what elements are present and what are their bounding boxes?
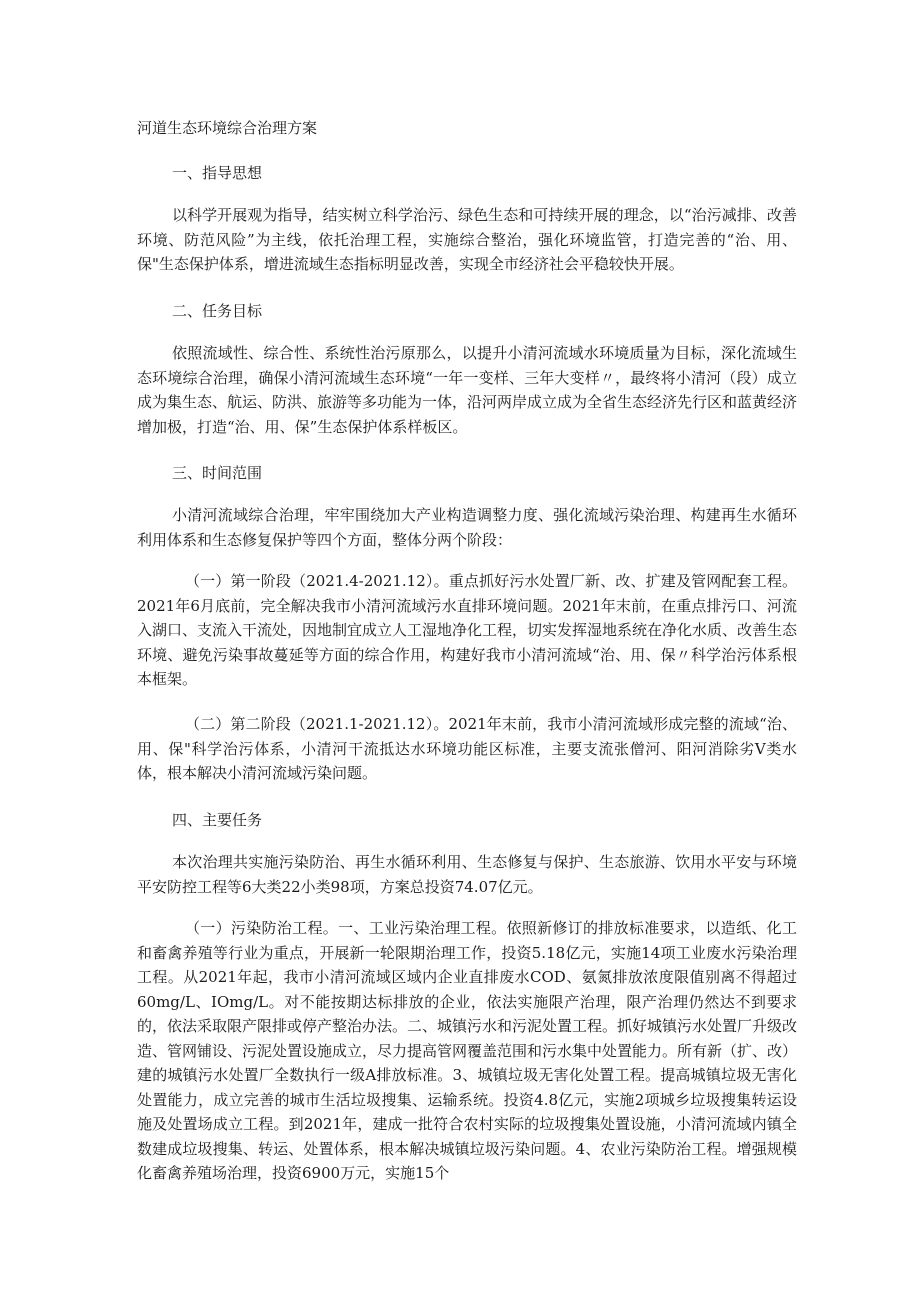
paragraph: 小清河流域综合治理，牢牢围绕加大产业构造调整力度、强化流域污染治理、构建再生水循环利用体系和生态修复保护等四个方面，整体分两个阶段： bbox=[137, 506, 797, 549]
document-title: 河道生态环境综合治理方案 bbox=[137, 119, 318, 137]
paragraph: 本次治理共实施污染防治、再生水循环利用、生态修复与保护、生态旅游、饮用水平安与环境平安防控工程等6大类22小类98项，方案总投资74.07亿元。 bbox=[137, 853, 797, 896]
paragraph-phase-two: （二）第二阶段（2021.1-2021.12）。2021年末前，我市小清河流域形成完整的流域“治、用、保"科学治污体系，小清河干流抵达水环境功能区标准，主要支流张僧河、阳河消除劣Ⅴ类水体，根本解决小清河流域污染问题。 bbox=[137, 715, 797, 782]
section-heading-main-tasks: 四、主要任务 bbox=[172, 811, 263, 829]
section-heading-task-goals: 二、任务目标 bbox=[172, 302, 263, 320]
paragraph: 依照流域性、综合性、系统性治污原那么，以提升小清河流域水环境质量为目标，深化流域生态环境综合治理，确保小清河流域生态环境“一年一变样、三年大变样〃，最终将小清河（段）成立成为集生态、航运、防洪、旅游等多功能为一体，沿河两岸成立成为全省生态经济先行区和蓝黄经济增加极，打造“治、用、保”生态保护体系样板区。 bbox=[137, 344, 798, 436]
section-heading-time-range: 三、时间范围 bbox=[172, 464, 263, 482]
paragraph-phase-one: （一）第一阶段（2021.4-2021.12）。重点抓好污水处置厂新、改、扩建及管网配套工程。2021年6月底前，完全解决我市小清河流域污水直排环境问题。2021年末前，在重点排污口、河流入湖口、支流入干流处，因地制宜成立人工湿地净化工程，切实发挥湿地系统在净化水质、改善生态环境、避免污染事故蔓延等方面的综合作用，构建好我市小清河流域“治、用、保〃科学治污体系根本框架。 bbox=[137, 572, 798, 688]
paragraph: 以科学开展观为指导，结实树立科学治污、绿色生态和可持续开展的理念，以“治污减排、改善环境、防范风险”为主线，依托治理工程，实施综合整治，强化环境监管，打造完善的“治、用、保"生态保护体系，增进流域生态指标明显改善，实现全市经济社会平稳较快开展。 bbox=[137, 206, 797, 273]
paragraph-pollution-control: （一）污染防治工程。一、工业污染治理工程。依照新修订的排放标准要求，以造纸、化工和畜禽养殖等行业为重点，开展新一轮限期治理工作，投资5.18亿元，实施14项工业废水污染治理工程。从2021年起，我市小清河流域区域内企业直排废水COD、氨氮排放浓度限值别离不得超过60mg/L、IOmg/L。对不能按期达标排放的企业，依法实施限产治理，限产治理仍然达不到要求的，依法采取限产限排或停产整治办法。二、城镇污水和污泥处置工程。抓好城镇污水处置厂升级改造、管网铺设、污泥处置设施成立，尽力提高管网覆盖范围和污水集中处置能力。所有新（扩、改）建的城镇污水处置厂全数执行一级A排放标准。3、城镇垃圾无害化处置工程。提高城镇垃圾无害化处置能力，成立完善的城市生活垃圾搜集、运输系统。投资4.8亿元，实施2项城乡垃圾搜集转运设施及处置场成立工程。到2021年，建成一批符合农村实际的垃圾搜集处置设施，小清河流域内镇全数建成垃圾搜集、转运、处置体系，根本解决城镇垃圾污染问题。4、农业污染防治工程。增强规模化畜禽养殖场治理，投资6900万元，实施15个 bbox=[137, 919, 798, 1182]
section-heading-guiding-ideology: 一、指导思想 bbox=[172, 164, 263, 182]
